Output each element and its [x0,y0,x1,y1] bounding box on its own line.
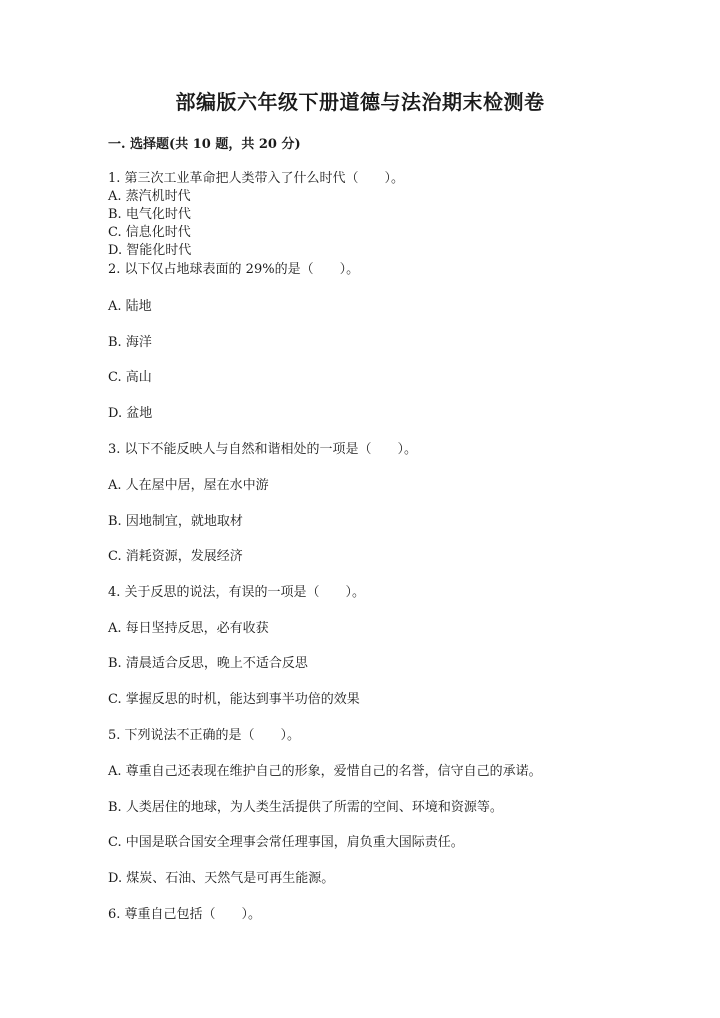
question-option: A. 尊重自己还表现在维护自己的形象，爱惜自己的名誉，信守自己的承诺。 [108,764,542,779]
question-option: A. 蒸汽机时代 [108,189,191,204]
question-stem: 6. 尊重自己包括（ ）。 [108,907,262,922]
question-stem: 4. 关于反思的说法，有误的一项是（ ）。 [108,585,366,600]
document-title: 部编版六年级下册道德与法治期末检测卷 [175,90,545,114]
question-stem: 3. 以下不能反映人与自然和谐相处的一项是（ ）。 [108,442,418,457]
question-stem: 2. 以下仅占地球表面的 29%的是（ ）。 [108,262,360,277]
question-option: A. 陆地 [108,299,152,314]
question-option: A. 人在屋中居，屋在水中游 [108,478,269,493]
question-option: C. 中国是联合国安全理事会常任理事国，肩负重大国际责任。 [108,835,464,850]
question-option: B. 因地制宜，就地取材 [108,514,243,529]
question-option: D. 智能化时代 [108,243,192,258]
question-option: B. 电气化时代 [108,207,191,222]
question-option: B. 海洋 [108,335,152,350]
question-option: D. 煤炭、石油、天然气是可再生能源。 [108,871,335,886]
section-heading: 一. 选择题(共 10 题，共 20 分) [108,137,301,152]
question-option: C. 高山 [108,370,152,385]
question-stem: 1. 第三次工业革命把人类带入了什么时代（ ）。 [108,171,405,186]
question-option: C. 掌握反思的时机，能达到事半功倍的效果 [108,692,360,707]
question-option: A. 每日坚持反思，必有收获 [108,621,269,636]
question-stem: 5. 下列说法不正确的是（ ）。 [108,728,301,743]
question-option: C. 信息化时代 [108,225,191,240]
question-option: B. 人类居住的地球，为人类生活提供了所需的空间、环境和资源等。 [108,800,503,815]
question-option: B. 清晨适合反思，晚上不适合反思 [108,656,308,671]
question-option: C. 消耗资源，发展经济 [108,549,243,564]
question-option: D. 盆地 [108,406,153,421]
